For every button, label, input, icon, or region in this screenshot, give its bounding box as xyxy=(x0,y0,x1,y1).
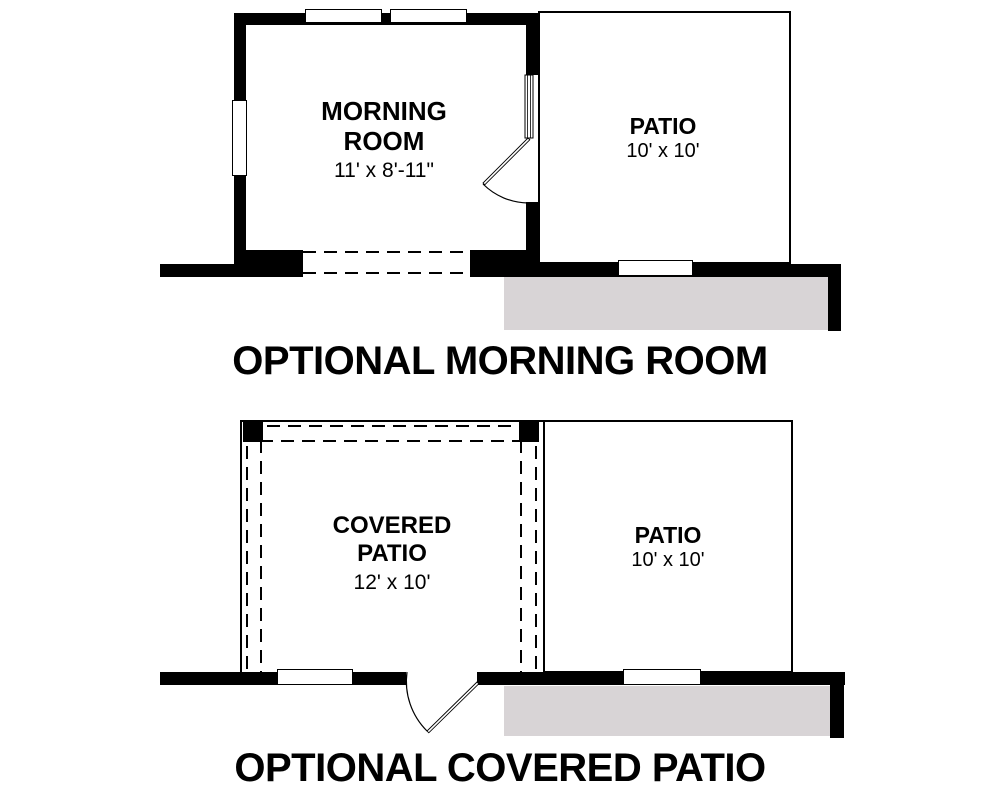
roof-dashed-line-right xyxy=(535,425,537,672)
patio-name: PATIO xyxy=(629,113,697,139)
room-name-line2: ROOM xyxy=(343,126,425,156)
roof-dashed-line-left-inner xyxy=(260,440,262,672)
morning-room-label xyxy=(264,96,504,183)
opening-dashed-line-bottom xyxy=(303,272,470,274)
window xyxy=(618,260,693,276)
post xyxy=(519,421,539,442)
wall-top xyxy=(234,13,540,25)
window xyxy=(390,9,467,23)
post xyxy=(243,421,263,442)
wall-right-return xyxy=(830,672,844,738)
room-dimensions: 11' x 8'-11" xyxy=(334,159,434,182)
door-swing xyxy=(400,670,490,740)
roof-dashed-line-right-inner xyxy=(520,440,522,672)
plan-title-covered-patio: OPTIONAL COVERED PATIO xyxy=(234,746,766,790)
window xyxy=(232,100,247,176)
window xyxy=(277,669,353,685)
plan-title-morning-room: OPTIONAL MORNING ROOM xyxy=(232,339,768,383)
covered-patio-plan xyxy=(0,400,1000,800)
roof-dashed-line-left xyxy=(246,425,248,672)
concrete-slab xyxy=(504,277,828,330)
covered-patio-label xyxy=(272,512,512,595)
wall-exterior-left xyxy=(160,264,236,277)
roof-dashed-line-top xyxy=(246,425,537,427)
patio-label xyxy=(563,113,763,163)
patio-name: PATIO xyxy=(634,522,702,548)
patio-dimensions: 10' x 10' xyxy=(631,549,705,571)
room-name-line2: PATIO xyxy=(357,540,427,567)
concrete-slab xyxy=(504,686,830,736)
patio-label xyxy=(568,522,768,572)
window xyxy=(623,669,701,685)
room-name-line1: MORNING xyxy=(321,96,447,126)
room-name-line1: COVERED xyxy=(332,512,452,539)
opening-dashed-line-top xyxy=(303,251,470,253)
window xyxy=(305,9,382,23)
wall-right-return xyxy=(828,264,841,331)
patio-dimensions: 10' x 10' xyxy=(626,140,700,162)
wall-exterior-bottom xyxy=(160,672,845,685)
roof-dashed-line-top-inner xyxy=(260,440,522,442)
room-dimensions: 12' x 10' xyxy=(353,571,431,594)
